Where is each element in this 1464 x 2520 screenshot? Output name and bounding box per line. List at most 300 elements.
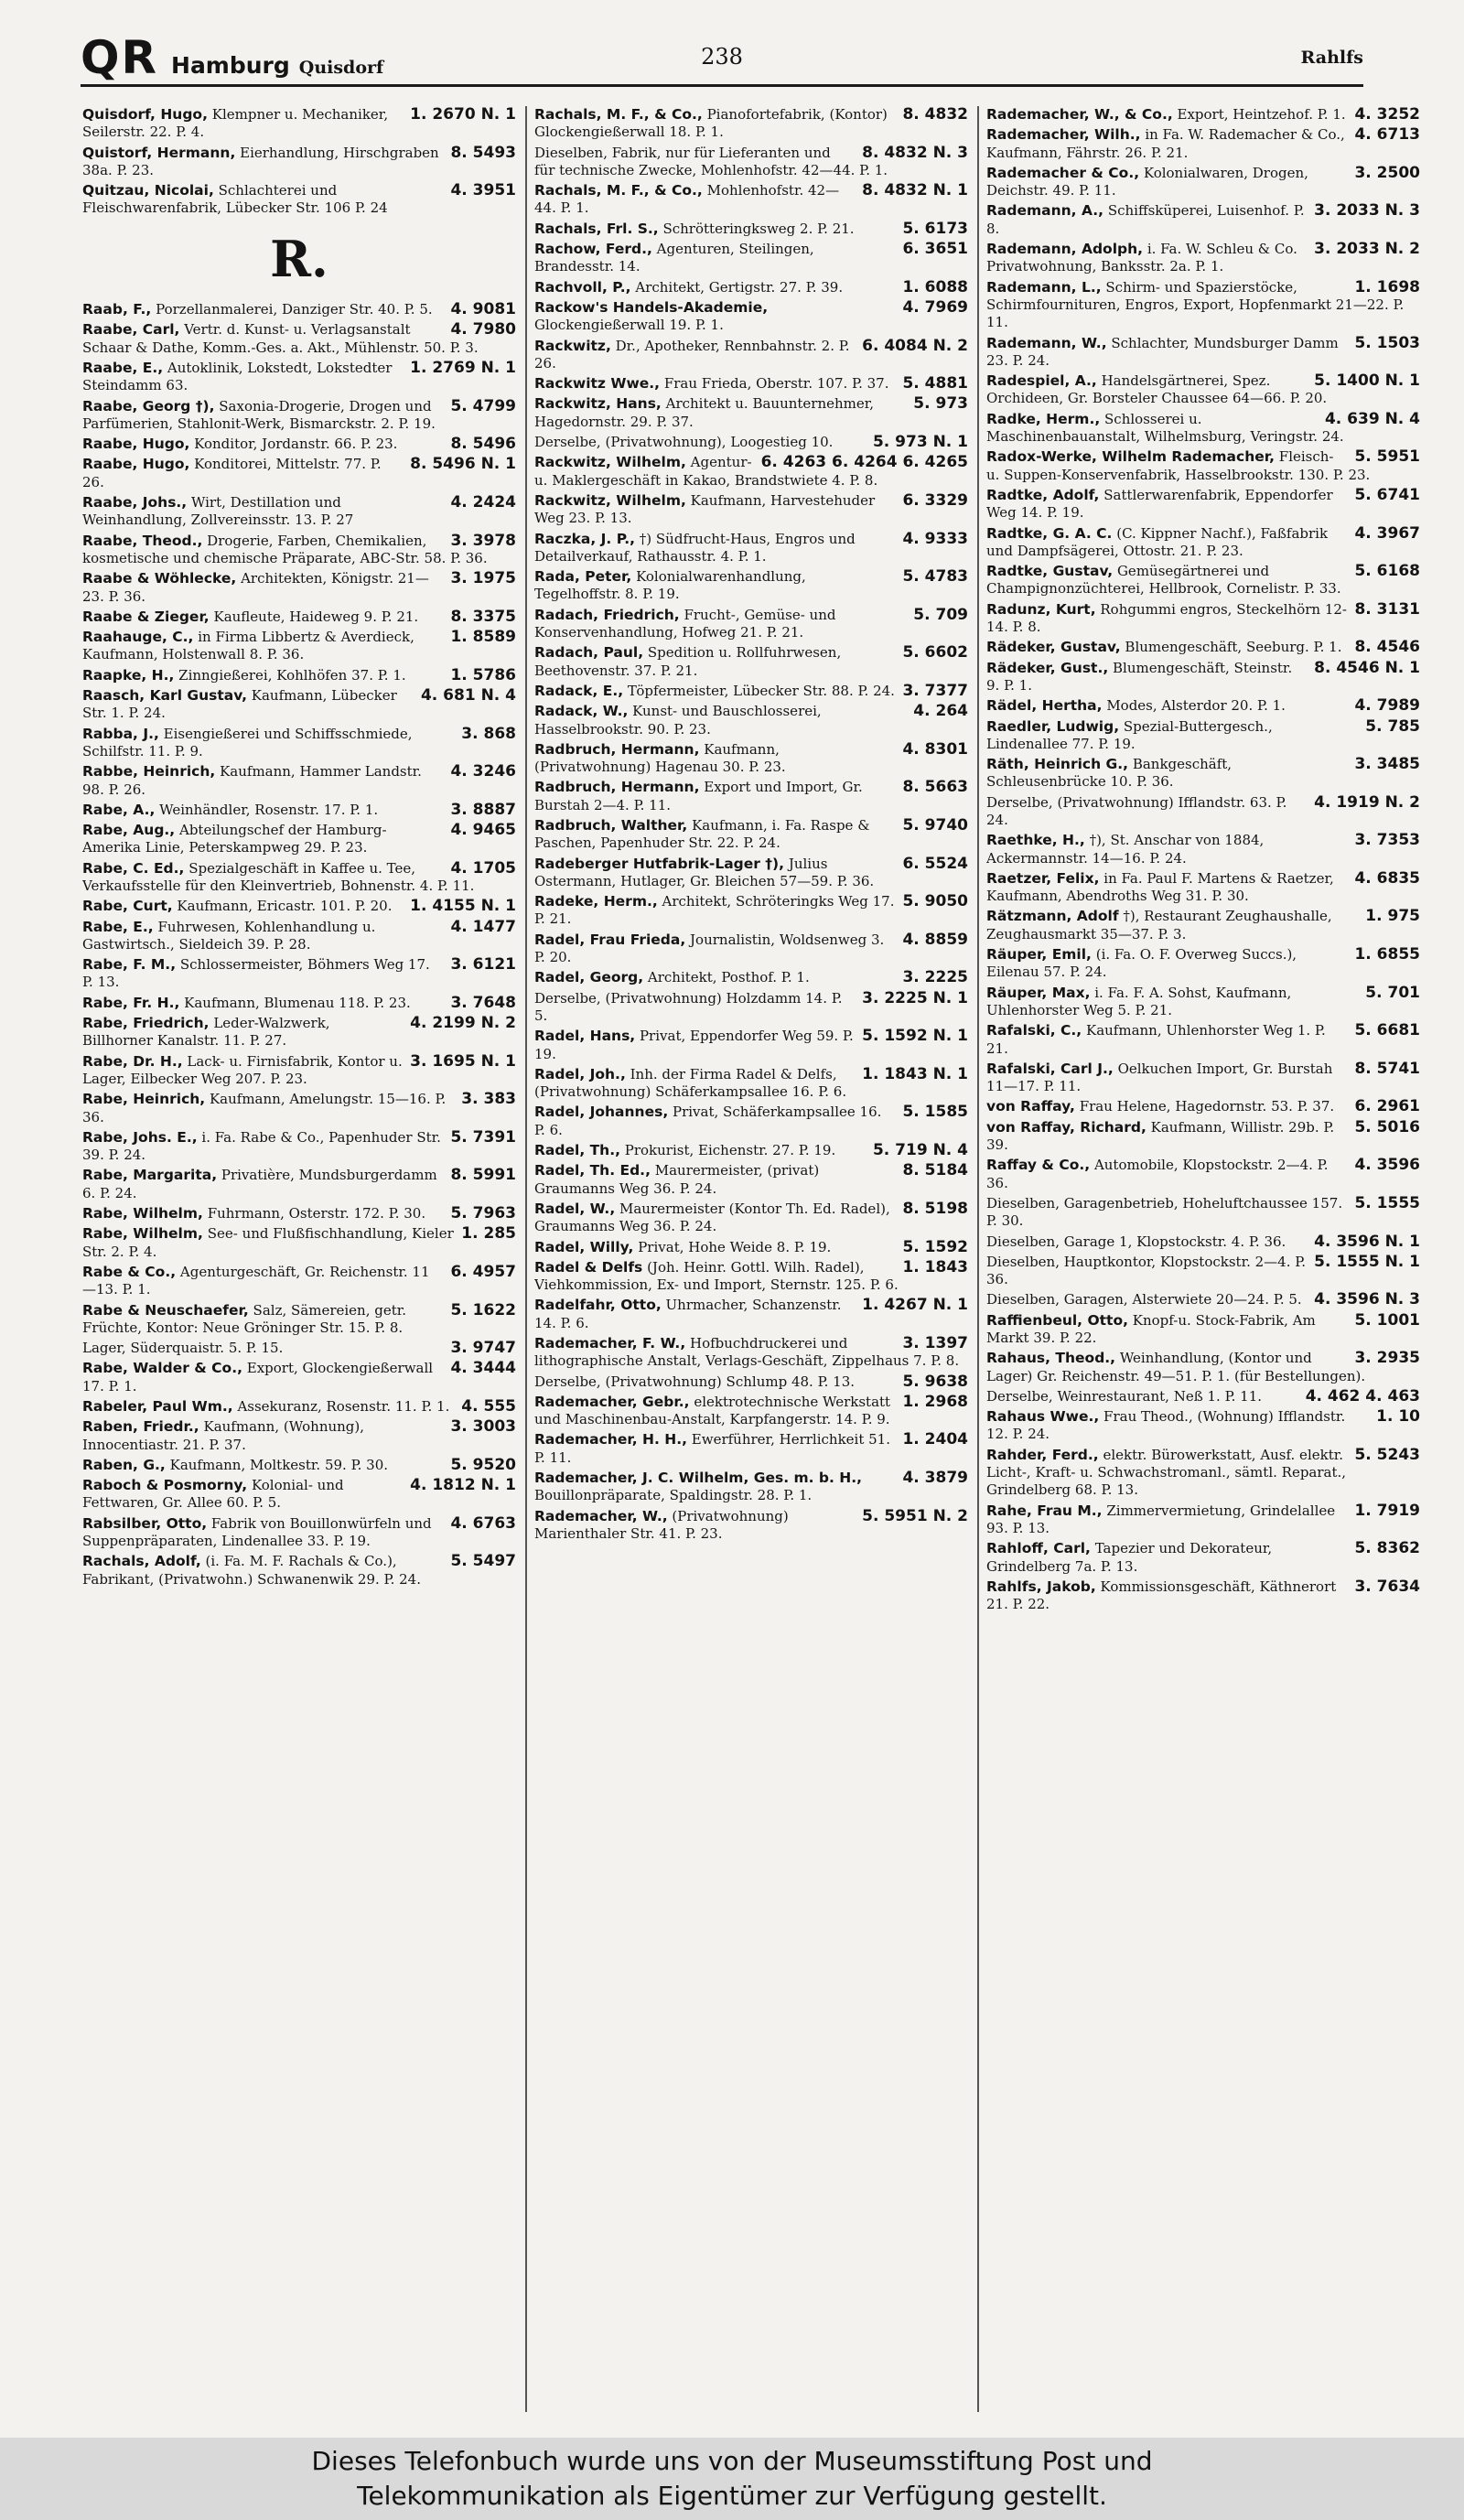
directory-entry [82,1302,516,1338]
entry-details: Kaufleute, Haideweg 9. P. 21. [213,608,419,625]
entry-details: Fuhrmann, Osterstr. 172. P. 30. [207,1205,426,1222]
entry-details: Eierhandlung, Hirschgraben 38a. P. 23. [82,144,439,178]
directory-entry [82,1398,516,1416]
directory-entry [986,1233,1420,1251]
subscriber-name: Radel, Johannes, [534,1104,669,1121]
directory-entry [986,1540,1420,1576]
entry-details: Julius Ostermann, Hutlager, Gr. Bleichen 57—59. P. 36. [534,855,875,889]
directory-entry [986,448,1420,484]
subscriber-name: Rachals, Adolf, [82,1553,201,1570]
subscriber-name: Raabe, Theod., [82,532,203,549]
phone-number: 5. 1555 N. 1 [1314,1253,1420,1271]
directory-entry [534,1508,968,1544]
phone-number: 4. 1705 [450,859,516,878]
entry-details: Schiffsküperei, Luisenhof. P. 8. [986,202,1305,237]
entry-details: Dieselben, Hauptkontor, Klopstockstr. 2—4. P. 36. [986,1253,1307,1288]
subscriber-name: Raab, F., [82,301,152,318]
entry-details: Kaufmann, Blumenau 118. P. 23. [184,994,411,1011]
phone-number: 8. 5663 [902,779,968,797]
entry-details: Dieselben, Garage 1, Klopstockstr. 4. P. 36. [986,1233,1286,1250]
directory-entry [534,969,968,986]
subscriber-name: Rabbe, Heinrich, [82,763,216,781]
entry-details: Modes, Alsterdor 20. P. 1. [1106,697,1286,715]
directory-entry [82,1015,516,1050]
phone-number: 5. 5243 [1354,1446,1420,1464]
phone-number: 3. 9747 [450,1340,516,1358]
subscriber-name: Radel, W., [534,1200,616,1217]
entry-details: Architekten, Königstr. 21—23. P. 36. [82,570,429,605]
subscriber-name: Radtke, Adolf, [986,486,1100,503]
phone-number: 1. 10 [1376,1408,1420,1427]
directory-entry [82,1553,516,1588]
entry-details: Vertr. d. Kunst- u. Verlagsanstalt Schaar & Dathe, Komm.-Ges. a. Akt., Mühlenstr. 50. P. 3. [82,321,479,356]
entry-details: Journalistin, Woldsenweg 3. P. 20. [534,931,885,966]
directory-entry [534,531,968,566]
subscriber-name: Rachals, M. F., & Co., [534,182,703,199]
subscriber-name: Radach, Paul, [534,644,644,662]
subscriber-name: Rahder, Ferd., [986,1446,1099,1463]
directory-entry [534,279,968,296]
entry-details: (i. Fa. O. F. Overweg Succs.), Eilenau 57. P. 24. [986,946,1297,981]
entry-details: elektr. Bürowerkstatt, Ausf. elektr. Licht-, Kraft- u. Schwachstromanl., sämtl. Reparat., Grindelberg 68. P. 13. [986,1446,1347,1499]
phone-number: 3. 868 [461,725,516,743]
entry-details: Schlachterei und Fleischwarenfabrik, Lübecker Str. 106 P. 24 [82,182,388,217]
entry-details: Derselbe, (Privatwohnung) Holzdamm 14. P. 5. [534,989,843,1024]
subscriber-name: Rackow's Handels-Akademie, [534,298,769,316]
subscriber-name: Raapke, H., [82,666,175,684]
entry-details: Frau Helene, Hagedornstr. 53. P. 37. [1079,1098,1335,1115]
directory-entry [534,568,968,604]
subscriber-name: Rademacher, H. H., [534,1431,688,1448]
entry-details: Agentur- u. Maklergeschäft in Kakao, Brandstwiete 4. P. 8. [534,454,878,489]
subscriber-name: Raahauge, C., [82,629,194,646]
subscriber-name: Räuper, Max, [986,984,1091,1001]
entry-details: Sattlerwarenfabrik, Eppendorfer Weg 14. P. 19. [986,486,1333,522]
directory-entry [986,601,1420,637]
subscriber-name: Rademacher, W., & Co., [986,106,1173,123]
subscriber-name: Rabba, J., [82,725,159,742]
subscriber-name: von Raffay, [986,1098,1075,1115]
directory-entry [534,1431,968,1467]
directory-entry [82,1129,516,1165]
entry-details: See- und Flußfischhandlung, Kieler Str. 2. P. 4. [82,1225,454,1260]
subscriber-name: Quistorf, Hermann, [82,144,236,161]
directory-entry [82,1457,516,1474]
entry-details: Spezial-Buttergesch., Lindenallee 77. P. 19. [986,717,1273,752]
entry-details: Kaufmann, i. Fa. Raspe & Paschen, Papenhuder Str. 22. P. 24. [534,816,870,852]
subscriber-name: Rahaus Wwe., [986,1408,1100,1426]
phone-number: 1. 6855 [1354,946,1420,964]
phone-number: 8. 5493 [450,144,516,162]
directory-entry [82,1477,516,1513]
directory-entry [986,794,1420,830]
directory-entry [986,372,1420,408]
subscriber-name: Rabe, Curt, [82,898,173,915]
entry-details: Töpfermeister, Lübecker Str. 88. P. 24. [627,682,895,699]
entry-details: Kolonial- und Fettwaren, Gr. Allee 60. P. 5. [82,1477,344,1512]
subscriber-name: Quisdorf, Hugo, [82,106,208,123]
entry-details: i. Fa. Rabe & Co., Papenhuder Str. 39. P. 24. [82,1128,441,1164]
phone-number: 3. 7634 [1354,1578,1420,1596]
subscriber-name: Räth, Heinrich G., [986,756,1129,773]
subscriber-name: Radelfahr, Otto, [534,1297,662,1314]
phone-number: 5. 7963 [450,1205,516,1223]
subscriber-name: Rabsilber, Otto, [82,1514,208,1532]
phone-number: 3. 3485 [1354,756,1420,774]
directory-entry [986,1408,1420,1444]
phone-number: 4. 6713 [1354,126,1420,145]
entry-details: in Fa. W. Rademacher & Co., Kaufmann, Fährstr. 26. P. 21. [986,126,1345,161]
entry-details: Privat, Eppendorfer Weg 59. P. 19. [534,1028,854,1062]
entry-details: Kaufmann, (Privatwohnung) Hagenau 30. P. 23. [534,740,786,776]
directory-entry [82,321,516,357]
directory-entry [82,1091,516,1126]
phone-number: 1. 5786 [450,666,516,684]
directory-entry [82,629,516,664]
subscriber-name: Raetzer, Felix, [986,869,1100,887]
entry-details: Kolonialwarenhandlung, Tegelhoffstr. 8. P. 19. [534,568,806,603]
entry-details: Ewerführer, Herrlichkeit 51. P. 11. [534,1431,890,1466]
subscriber-name: Rademacher, J. C. Wilhelm, Ges. m. b. H., [534,1470,863,1487]
phone-number: 8. 5198 [902,1200,968,1218]
phone-number: 3. 1975 [450,570,516,588]
subscriber-name: Raasch, Karl Gustav, [82,687,247,705]
phone-number: 5. 5016 [1354,1118,1420,1136]
phone-number: 4. 3596 N. 1 [1314,1233,1420,1251]
directory-entry [986,126,1420,162]
directory-entry [986,1061,1420,1096]
directory-entry [534,607,968,642]
subscriber-name: Rabe & Co., [82,1263,177,1280]
phone-number: 5. 1622 [450,1301,516,1319]
phone-number: 3. 1397 [902,1335,968,1352]
phone-number: 4. 8859 [902,931,968,949]
phone-number: 5. 4799 [450,397,516,415]
phone-number: 3. 2500 [1354,164,1420,182]
subscriber-name: Raffienbeul, Otto, [986,1311,1128,1329]
entry-details: Schlossermeister, Böhmers Weg 17. P. 13. [82,956,430,991]
directory-entry [534,932,968,967]
entry-details: Klempner u. Mechaniker, Seilerstr. 22. P. 4. [82,106,389,141]
entry-details: Gemüsegärtnerei und Champignonzüchterei, Hellbrook, Cornelistr. P. 33. [986,563,1341,598]
directory-entry [82,1360,516,1395]
subscriber-name: Rabe, Margarita, [82,1167,218,1184]
phone-number: 8. 3375 [450,608,516,626]
directory-entry [534,1104,968,1139]
entry-details: Zinngießerei, Kohlhöfen 37. P. 1. [178,666,406,684]
directory-entry [986,1312,1420,1348]
entry-details: Abteilungschef der Hamburg-Amerika Linie, Peterskampweg 29. P. 23. [82,822,387,856]
directory-entry [534,1028,968,1063]
directory-entry [82,533,516,568]
listing-r [82,301,516,1588]
footer-line: Telekommunikation als Eigentümer zur Verfügung gestellt. [357,2481,1107,2511]
directory-entry [986,697,1420,715]
directory-entry [986,1254,1420,1289]
phone-number: 8. 5496 N. 1 [410,456,516,474]
subscriber-name: Radbruch, Hermann, [534,740,700,758]
entry-details: Schlosserei u. Maschinenbauanstalt, Wilhelmsburg, Veringstr. 24. [986,410,1344,446]
phone-number: 8. 5496 [450,436,516,454]
entry-details: Weinhändler, Rosenstr. 17. P. 1. [159,801,379,818]
entry-details: Drogerie, Farben, Chemikalien, kosmetische und chemische Präparate, ABC-Str. 58. P. 36. [82,532,488,566]
entry-details: Dieselben, Garagen, Alsterwiete 20—24. P. 5. [986,1291,1302,1308]
directory-entry [986,946,1420,982]
entry-details: (i. Fa. M. F. Rachals & Co.), Fabrikant, (Privatwohn.) Schwanenwik 29. P. 24. [82,1553,421,1588]
phone-number: 3. 2225 [902,969,968,987]
phone-number: 5. 6168 [1354,563,1420,581]
phone-number: 4. 9333 [902,530,968,548]
phone-number: 5. 701 [1365,984,1420,1002]
directory-entry [534,492,968,528]
phone-number: 5. 1001 [1354,1311,1420,1330]
entry-details: Saxonia-Drogerie, Drogen und Parfümerien, Stahlonit-Werk, Bismarckstr. 2. P. 19. [82,397,436,432]
entry-details: Agenturen, Steilingen, Brandesstr. 14. [534,241,814,275]
subscriber-name: Rabe, Aug., [82,822,176,839]
phone-number: 1. 975 [1365,908,1420,926]
phone-number: 1. 2670 N. 1 [410,106,516,124]
directory-entry [534,145,968,180]
directory-entry [82,145,516,180]
phone-number: 3. 7353 [1354,832,1420,850]
entry-details: Kaufmann, Amelungstr. 15—16. P. 36. [82,1091,447,1125]
directory-entry [82,1340,516,1357]
phone-number: 4. 555 [461,1398,516,1416]
directory-entry [82,436,516,453]
phone-number: 4. 2199 N. 2 [410,1015,516,1033]
entry-details: Derselbe, (Privatwohnung), Loogestieg 10. [534,434,834,451]
entry-details: Dieselben, Fabrik, nur für Lieferanten und für technische Zwecke, Mohlenhofstr. 42—44. P. 1. [534,144,888,178]
entry-details: Inh. der Firma Radel & Delfs, (Privatwohnung) Schäferkampsallee 16. P. 6. [534,1065,847,1101]
directory-entry [986,165,1420,200]
directory-entry [986,870,1420,906]
directory-entry [82,860,516,896]
subscriber-name: Radtke, Gustav, [986,563,1114,580]
directory-entry [82,398,516,434]
phone-number: 4. 3246 [450,763,516,781]
directory-entry [82,106,516,142]
directory-entry [986,1447,1420,1500]
subscriber-name: Radel & Delfs [534,1258,643,1276]
subscriber-name: Raabe & Wöhlecke, [82,570,237,587]
entry-details: Blumengeschäft, Seeburg. P. 1. [1125,639,1342,656]
phone-number: 4. 3951 [450,182,516,200]
phone-number: 8. 5741 [1354,1060,1420,1078]
subscriber-name: Rademacher, Wilh., [986,126,1141,144]
entry-details: Eisengießerei und Schiffsschmiede, Schilfstr. 11. P. 9. [82,725,413,759]
column-divider [525,106,527,2412]
entry-details: Prokurist, Eichenstr. 27. P. 19. [624,1142,836,1159]
phone-number: 4. 3967 [1354,524,1420,543]
subscriber-name: Rabe, Dr. H., [82,1052,183,1070]
entry-details: Maurermeister (Kontor Th. Ed. Radel), Graumanns Weg 36. P. 24. [534,1200,890,1235]
footer-note [0,2438,1464,2520]
directory-entry [534,1394,968,1429]
subscriber-name: Raethke, H., [986,832,1085,849]
phone-number: 5. 1503 [1354,334,1420,352]
subscriber-name: Rabe & Neuschaefer, [82,1301,249,1319]
phone-number: 5. 1585 [902,1104,968,1122]
subscriber-name: Raabe & Zieger, [82,608,210,625]
subscriber-name: Rabe, Fr. H., [82,994,180,1011]
subscriber-name: Raabe, Georg †), [82,397,215,415]
phone-number: 5. 9638 [902,1373,968,1391]
subscriber-name: Rahlfs, Jakob, [986,1578,1096,1595]
entry-details: Bouillonpräparate, Spaldingstr. 28. P. 1. [534,1487,813,1504]
phone-number: 4. 681 N. 4 [420,687,516,705]
page-number: 238 [701,44,743,70]
subscriber-name: Rademann, L., [986,278,1102,296]
entry-details: Architekt, Schröteringks Weg 17. P. 21. [534,893,895,928]
subscriber-name: Rademacher, F. W., [534,1335,686,1352]
subscriber-name: Rada, Peter, [534,568,632,586]
subscriber-name: Rademann, Adolph, [986,241,1144,258]
subscriber-name: Rachvoll, P., [534,278,631,296]
phone-number: 4. 1919 N. 2 [1314,793,1420,812]
entry-details: Tapezier und Dekorateur, Grindelberg 7a. P. 13. [986,1540,1273,1575]
subscriber-name: Rackwitz, Hans, [534,395,662,413]
phone-number: 1. 4267 N. 1 [862,1297,968,1315]
subscriber-name: Rackwitz, Wilhelm, [534,491,686,509]
phone-number: 5. 973 N. 1 [872,434,968,452]
subscriber-name: Rabe, Johs. E., [82,1128,198,1146]
directory-entry [534,1066,968,1102]
entry-details: Porzellanmalerei, Danziger Str. 40. P. 5. [156,301,433,318]
header-first-name: Quisdorf [298,58,384,78]
entry-details: Fleisch- u. Suppen-Konservenfabrik, Hasselbrookstr. 130. P. 23. [986,448,1371,483]
subscriber-name: Raedler, Ludwig, [986,717,1120,735]
phone-number: 1. 6088 [902,278,968,296]
entry-details: in Fa. Paul F. Martens & Raetzer, Kaufmann, Abendroths Weg 31. P. 30. [986,869,1334,905]
subscriber-name: Radel, Joh., [534,1065,626,1082]
directory-entry [986,202,1420,238]
subscriber-name: Rachow, Ferd., [534,241,652,258]
subscriber-name: Quitzau, Nicolai, [82,182,214,199]
phone-number: 4. 8301 [902,740,968,759]
phone-number: 4. 1477 [450,918,516,936]
subscriber-name: Raabe, Carl, [82,321,180,339]
entry-details: Privatière, Mundsburgerdamm 6. P. 24. [82,1167,437,1201]
directory-entry [534,1142,968,1159]
directory-entry [534,703,968,738]
directory-entry [986,660,1420,695]
entry-details: Leder-Walzwerk, Billhorner Kanalstr. 11. P. 27. [82,1015,330,1050]
directory-entry [986,1388,1420,1405]
entry-details: Mohlenhofstr. 42—44. P. 1. [534,182,840,217]
directory-entry [82,956,516,992]
directory-entry [986,335,1420,371]
entry-details: Agenturgeschäft, Gr. Reichenstr. 11—13. P. 1. [82,1263,430,1298]
phone-number: 6. 4084 N. 2 [862,337,968,355]
phone-number: 5. 8362 [1354,1540,1420,1558]
column-divider [977,106,979,2412]
entry-details: Kunst- und Bauschlosserei, Hasselbrookstr. 90. P. 23. [534,703,822,738]
directory-entry [534,1297,968,1332]
entry-details: Automobile, Klopstockstr. 2—4. P. 36. [986,1157,1329,1191]
phone-number: 8. 4832 N. 3 [862,144,968,162]
directory-entry [82,608,516,626]
phone-number: 6. 2961 [1354,1098,1420,1116]
subscriber-name: Radach, Friedrich, [534,606,680,623]
phone-number: 5. 1592 N. 1 [862,1028,968,1046]
subscriber-name: Radack, W., [534,703,629,720]
entry-details: Glockengießerwall 19. P. 1. [534,317,724,334]
entry-details: Derselbe, (Privatwohnung) Schlump 48. P. 13. [534,1373,856,1390]
phone-number: 3. 2225 N. 1 [862,989,968,1007]
directory-entry [534,241,968,276]
entry-details: Kaufmann, Harvestehuder Weg 23. P. 13. [534,491,876,527]
subscriber-name: Radtke, G. A. C. [986,524,1113,542]
entry-details: Privat, Schäferkampsallee 16. P. 6. [534,1104,882,1138]
directory-entry [82,822,516,857]
subscriber-name: Raffay & Co., [986,1157,1091,1174]
subscriber-name: Radel, Willy, [534,1238,634,1255]
phone-number: 5. 973 [913,395,968,414]
entry-details: Derselbe, (Privatwohnung) Ifflandstr. 63. P. 24. [986,793,1287,828]
entry-details: (Privatwohnung) Marienthaler Str. 41. P. 23. [534,1507,789,1542]
phone-number: 8. 4832 N. 1 [862,182,968,200]
phone-number: 8. 4546 [1354,639,1420,657]
entry-details: Kaufmann, Lübecker Str. 1. P. 24. [82,687,397,722]
entry-details: (C. Kippner Nachf.), Faßfabrik und Dampfsägerei, Ottostr. 21. P. 23. [986,524,1329,559]
entry-details: Kommissionsgeschäft, Käthnerort 21. P. 22. [986,1578,1337,1613]
phone-number: 5. 6173 [902,220,968,238]
subscriber-name: Rätzmann, Adolf [986,908,1119,925]
directory-entry [82,667,516,684]
directory-entry [534,741,968,777]
phone-number: 6. 4263 6. 4264 6. 4265 [760,454,968,472]
phone-number: 4. 7969 [902,298,968,317]
entry-details: Privat, Hohe Weide 8. P. 19. [638,1238,832,1255]
subscriber-name: Raabe, Johs., [82,494,188,512]
entry-details: Kaufmann, Hammer Landstr. 98. P. 26. [82,763,422,798]
subscriber-name: Rackwitz, [534,337,611,354]
directory-entry [82,898,516,915]
entry-details: Zimmervermietung, Grindelallee 93. P. 13. [986,1502,1336,1536]
directory-entry [534,1373,968,1391]
directory-entry [986,718,1420,754]
directory-entry [986,563,1420,598]
phone-number: 8. 4832 [902,106,968,124]
phone-number: 4. 3596 [1354,1157,1420,1175]
directory-entry [986,411,1420,447]
phone-number: 5. 5951 [1354,448,1420,467]
entry-details: Wirt, Destillation und Weinhandlung, Zollvereinsstr. 13. P. 27 [82,494,354,529]
subscriber-name: Rafalski, Carl J., [986,1060,1114,1077]
section-letter: R. [270,229,328,288]
subscriber-name: Rafalski, C., [986,1022,1082,1039]
subscriber-name: Raben, G., [82,1456,166,1473]
subscriber-name: Radbruch, Hermann, [534,779,700,796]
directory-entry [82,1225,516,1261]
phone-number: 4. 462 4. 463 [1305,1387,1420,1405]
phone-number: 3. 8887 [450,801,516,819]
phone-number: 5. 6602 [902,644,968,662]
entry-details: Kaufmann, Ericastr. 101. P. 20. [177,898,393,915]
listing [534,106,968,1543]
phone-number: 5. 709 [913,606,968,624]
phone-number: 1. 4155 N. 1 [410,898,516,916]
phone-number: 8. 3131 [1354,600,1420,619]
phone-number: 1. 2404 [902,1431,968,1449]
entry-details: Konditorei, Mittelstr. 77. P. 26. [82,456,382,490]
entry-details: Weinhandlung, (Kontor und Lager) Gr. Reichenstr. 49—51. P. 1. (für Bestellungen). [986,1350,1366,1384]
directory-entry [82,687,516,723]
subscriber-name: Radke, Herm., [986,410,1101,427]
directory-entry [82,182,516,218]
entry-details: Dr., Apotheker, Rennbahnstr. 2. P. 26. [534,337,850,372]
listing-top [82,106,516,218]
